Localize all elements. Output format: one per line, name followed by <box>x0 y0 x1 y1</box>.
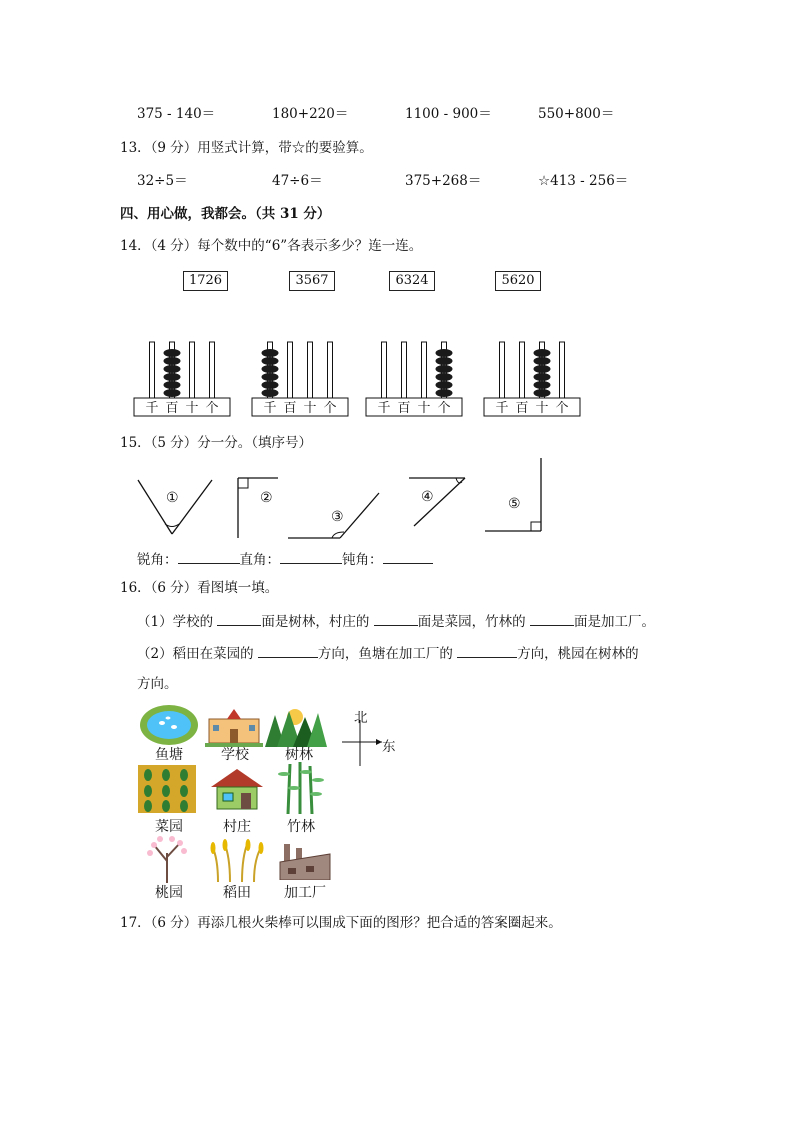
abacus-place-label: 百 <box>165 401 179 416</box>
abacus-bead <box>534 349 551 357</box>
abacus-rod <box>288 342 293 398</box>
abacus-place-label: 千 <box>377 401 391 416</box>
place-label-vegetable-garden: 菜园 <box>155 819 183 835</box>
q16-p1-blank-2[interactable] <box>374 611 418 626</box>
abacus-rod <box>402 342 407 398</box>
number-box-1726: 1726 <box>183 271 228 291</box>
abacus-1 <box>134 342 230 416</box>
abacus-bead <box>164 389 181 397</box>
abacus-place-label: 十 <box>417 401 431 416</box>
place-label-rice-field: 稻田 <box>223 885 251 901</box>
abacus-place-label: 十 <box>535 401 549 416</box>
abacus-place-label: 千 <box>145 401 159 416</box>
abacus-bead <box>534 357 551 365</box>
abacus-rod <box>520 342 525 398</box>
right-label: 直角： <box>239 552 280 568</box>
angle-mark-4: ④ <box>421 489 434 505</box>
abacus-rod <box>560 342 565 398</box>
abacus-bead <box>164 365 181 373</box>
abacus-place-label: 十 <box>185 401 199 416</box>
question-13-title: 13．（9 分）用竖式计算，带☆的要验算。 <box>120 140 373 156</box>
abacus-rod <box>328 342 333 398</box>
abacus-bead <box>262 349 279 357</box>
fish-pond-picture <box>138 703 200 747</box>
q16-p2-blank-1[interactable] <box>258 643 318 658</box>
abacus-bead <box>436 357 453 365</box>
abacus-bead <box>436 373 453 381</box>
angle-answer-line <box>137 549 433 569</box>
north-label: 北 <box>354 710 368 726</box>
abacus-place-label: 个 <box>437 401 451 416</box>
q16-part-1 <box>137 611 655 631</box>
abacus-bead <box>436 381 453 389</box>
place-label-school: 学校 <box>221 747 249 763</box>
abacus-bead <box>534 381 551 389</box>
angles-figure <box>130 456 560 546</box>
vegetable-garden-picture <box>138 765 196 813</box>
q16-p2-text-3: 方向，桃园在树林的 <box>517 646 639 662</box>
q16-p1-text-2: 面是树林，村庄的 <box>261 614 370 630</box>
place-label-forest: 树林 <box>285 747 313 763</box>
obtuse-blank[interactable] <box>383 549 433 564</box>
abacus-rod <box>500 342 505 398</box>
abacus-3 <box>366 342 462 416</box>
village-picture <box>209 767 265 811</box>
school-picture <box>203 703 265 747</box>
place-label-peach-orchard: 桃园 <box>155 885 183 901</box>
abacus-bead <box>262 389 279 397</box>
expression-2: 180+220＝ <box>272 106 349 122</box>
abacus-bead <box>262 365 279 373</box>
q16-p2-text-2: 方向，鱼塘在加工厂的 <box>317 646 453 662</box>
abacus-rod <box>422 342 427 398</box>
abacus-bead <box>534 389 551 397</box>
abacus-bead <box>534 373 551 381</box>
abacus-bead <box>164 373 181 381</box>
rice-field-picture <box>208 838 266 882</box>
bamboo-picture <box>278 760 324 814</box>
section-4-heading: 四、用心做，我都会。（共 31 分） <box>120 206 331 222</box>
q16-p2-blank-2[interactable] <box>457 643 517 658</box>
question-16-title: 16．（6 分）看图填一填。 <box>120 580 279 596</box>
q16-p2-text-1: （2）稻田在菜园的 <box>137 646 254 662</box>
east-label: 东 <box>382 739 396 755</box>
forest-picture <box>265 703 327 747</box>
abacus-rod <box>382 342 387 398</box>
obtuse-label: 钝角： <box>342 552 383 568</box>
angle-mark-5: ⑤ <box>508 496 521 512</box>
angle-4-acute-figure <box>409 478 465 526</box>
abacus-place-label: 千 <box>263 401 277 416</box>
abacus-place-label: 百 <box>283 401 297 416</box>
abacus-place-label: 百 <box>515 401 529 416</box>
abacus-bead <box>436 349 453 357</box>
angle-mark-1: ① <box>166 490 179 506</box>
abacus-place-label: 个 <box>205 401 219 416</box>
place-label-fish-pond: 鱼塘 <box>155 747 183 763</box>
question-15-title: 15．（5 分）分一分。（填序号） <box>120 435 313 451</box>
expression-4: 550+800＝ <box>538 106 615 122</box>
abacus-bead <box>262 373 279 381</box>
abacus-rod <box>150 342 155 398</box>
question-14-title: 14．（4 分）每个数中的“6”各表示多少？连一连。 <box>120 238 423 254</box>
q16-p1-text-3: 面是菜园，竹林的 <box>417 614 526 630</box>
compass-rose <box>340 706 400 768</box>
number-box-3567: 3567 <box>289 271 335 291</box>
expression-1: 375 - 140＝ <box>137 106 216 122</box>
abacus-place-label: 个 <box>555 401 569 416</box>
number-box-6324: 6324 <box>389 271 435 291</box>
expression-3: 1100 - 900＝ <box>405 106 492 122</box>
abacus-2 <box>252 342 348 416</box>
abacus-place-label: 个 <box>323 401 337 416</box>
q13-item-3: 375+268＝ <box>405 173 482 189</box>
abacus-bead <box>164 357 181 365</box>
q16-p1-text-1: （1）学校的 <box>137 614 214 630</box>
angle-mark-3: ③ <box>331 509 344 525</box>
acute-blank[interactable] <box>178 549 240 564</box>
place-label-bamboo-forest: 竹林 <box>287 819 315 835</box>
q13-item-4: ☆413 - 256＝ <box>538 173 629 189</box>
abacus-place-label: 千 <box>495 401 509 416</box>
abacus-bead <box>164 381 181 389</box>
acute-label: 锐角： <box>137 552 178 568</box>
abacus-place-label: 百 <box>397 401 411 416</box>
peach-orchard-picture <box>142 833 192 883</box>
abacus-place-label: 十 <box>303 401 317 416</box>
abacus-bead <box>262 357 279 365</box>
q13-item-1: 32÷5＝ <box>137 173 188 189</box>
number-box-5620: 5620 <box>495 271 541 291</box>
q16-p1-text-4: 面是加工厂。 <box>573 614 655 630</box>
abacus-4 <box>484 342 580 416</box>
abacus-bead <box>534 365 551 373</box>
angle-2-right-figure <box>238 478 278 538</box>
q16-p1-blank-3[interactable] <box>530 611 574 626</box>
factory-picture <box>278 840 332 880</box>
abacus-rod <box>210 342 215 398</box>
abacus-rod <box>190 342 195 398</box>
angle-mark-2: ② <box>260 490 273 506</box>
place-label-factory: 加工厂 <box>284 885 326 901</box>
q13-item-2: 47÷6＝ <box>272 173 323 189</box>
abacus-group <box>130 336 600 422</box>
q16-p1-blank-1[interactable] <box>217 611 261 626</box>
abacus-bead <box>164 349 181 357</box>
abacus-bead <box>262 381 279 389</box>
q16-part-2-continued: 方向。 <box>137 676 178 692</box>
abacus-bead <box>436 365 453 373</box>
abacus-rod <box>308 342 313 398</box>
q16-part-2 <box>137 643 639 663</box>
place-label-village: 村庄 <box>223 819 251 835</box>
question-17-title: 17．（6 分）再添几根火柴棒可以围成下面的图形？把合适的答案圈起来。 <box>120 915 562 931</box>
abacus-bead <box>436 389 453 397</box>
right-blank[interactable] <box>280 549 342 564</box>
